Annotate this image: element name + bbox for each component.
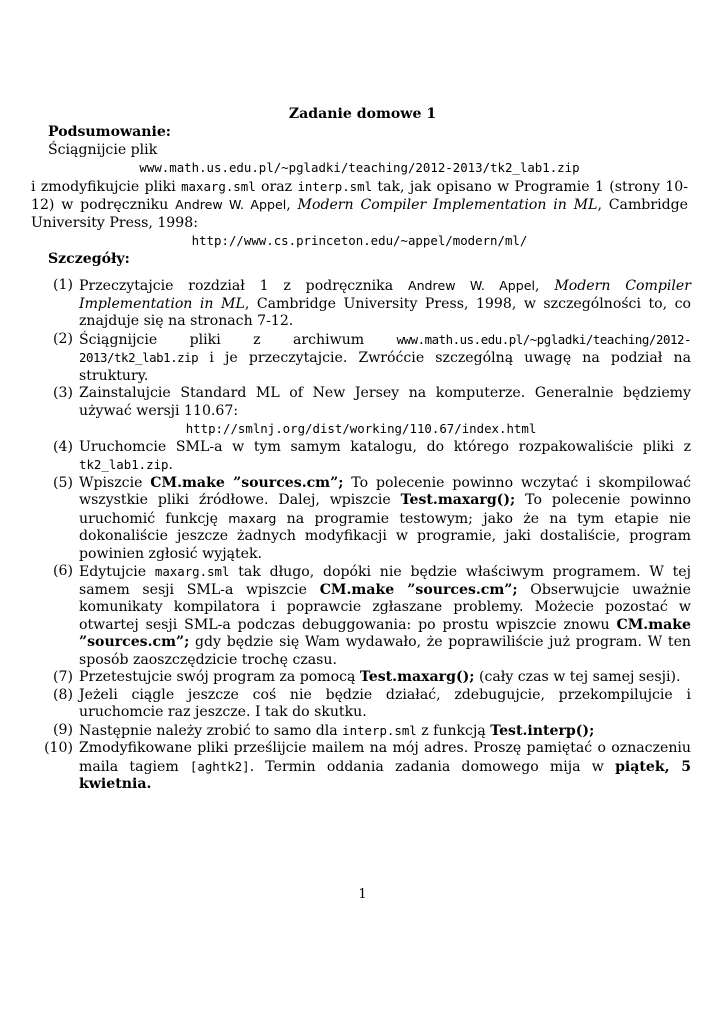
item-text: Uruchomcie SML-a w tym samym katalogu, do którego rozpakowaliście pliki z [79, 438, 691, 455]
book-title: Modern Compiler Implementation in ML [79, 278, 691, 312]
smlnj-url-line [31, 420, 691, 439]
item-text: z funkcją [416, 722, 491, 739]
item-number: (2) [53, 330, 73, 347]
item-number: (3) [53, 385, 73, 401]
archive-url: www.math.us.edu.pl/~pgladki/teaching/2012-2013/tk2_lab1.zip [79, 331, 691, 365]
item-text: . [168, 457, 174, 473]
summary-section [31, 124, 688, 268]
item-text: gdy będzie się Wam wydawało, że poprawiliście już program. W ten sposób zaoszczędzicie trochę czasu. [79, 634, 691, 668]
smlnj-url: http://smlnj.org/dist/working/110.67/index.html [185, 421, 537, 436]
item-number: (1) [53, 277, 73, 293]
item-text: Przetestujcie swój program za pomocą [79, 669, 360, 685]
list-item [31, 722, 691, 741]
modify-text-1: i zmodyfikujcie pliki [31, 178, 182, 195]
modify-text-4: , [286, 197, 298, 213]
author-name: Andrew W. Appel [175, 197, 287, 212]
item-text: . Termin oddania zadania domowego mija w [249, 758, 616, 775]
page-number: 1 [358, 887, 367, 902]
list-item [31, 331, 691, 386]
modify-text-5: , Cambridge University Press, 1998: [31, 197, 688, 231]
item-text: Edytujcie [79, 564, 155, 580]
item-text: To polecenie powinno uruchomić funkcję [79, 492, 691, 527]
book-title: Modern Compiler Implementation in ML [297, 197, 598, 213]
item-text: Wpiszcie [79, 474, 151, 491]
item-text: Jeżeli ciągle jeszcze coś nie będzie działać, zdebugujcie, przekompilujcie i uruchomcie raz jeszcze. I tak do skutku. [79, 686, 691, 720]
book-url-text: http://www.cs.princeton.edu/~appel/modern/ml/ [191, 233, 528, 248]
item-number: (9) [53, 721, 73, 738]
item-text: Następnie należy zrobić to samo dla [79, 722, 343, 739]
command-cm-make: CM.make ”sources.cm”; [150, 474, 344, 491]
item-text: , Cambridge University Press, 1998, w szczególności to, co znajduje się na stronach 7-12. [79, 295, 692, 329]
item-text: tak długo, dopóki nie będzie właściwym programem. W tej samem sesji SML-a wpiszcie [79, 564, 691, 598]
page-title: Zadanie domowe 1 [288, 106, 437, 122]
item-text: To polecenie powinno wczytać i skompilować wszystkie pliki źródłowe. Dalej, wpiszcie [79, 474, 692, 508]
modify-paragraph [31, 178, 688, 233]
file-interp: interp.sml [297, 178, 373, 194]
file-maxarg: maxarg.sml [154, 564, 230, 579]
item-number: (4) [53, 438, 73, 455]
zip-url-text: www.math.us.edu.pl/~pgladki/teaching/2012-2013/tk2_lab1.zip [139, 160, 580, 175]
modify-text-2: oraz [255, 178, 298, 195]
item-number: (10) [44, 740, 73, 756]
command-test-interp: Test.interp(); [490, 722, 595, 739]
item-text: Przeczytajcie rozdział 1 z podręcznika [79, 278, 408, 294]
command-test-maxarg: Test.maxarg(); [359, 669, 475, 685]
item-number: (5) [53, 474, 73, 491]
list-item [31, 740, 691, 794]
item-text: Zainstalujcie Standard ML of New Jersey na komputerze. Generalnie będziemy używać wersji 110.67: [79, 385, 691, 419]
list-item [31, 687, 691, 722]
details-list [31, 277, 691, 794]
file-interp: interp.sml [342, 722, 417, 738]
modify-text-3: tak, jak opisano w Programie 1 (strony 10-12) w podręczniku [31, 178, 689, 213]
zip-url [31, 159, 688, 178]
book-url [31, 232, 688, 251]
item-number: (7) [53, 669, 73, 685]
list-item [31, 475, 691, 564]
item-number: (8) [53, 686, 73, 703]
file-zip: tk2_lab1.zip [79, 457, 169, 472]
command-cm-make: CM.make ”sources.cm”; [79, 616, 691, 650]
list-item [31, 669, 691, 687]
list-item [31, 277, 691, 331]
command-cm-make: CM.make ”sources.cm”; [319, 581, 518, 598]
details-heading: Szczegóły: [48, 250, 130, 267]
item-text: , [535, 278, 555, 294]
summary-heading: Podsumowanie: [48, 124, 172, 140]
list-item [31, 439, 691, 475]
item-text: Zmodyfikowane pliki prześlijcie mailem na mój adres. Proszę pamiętać o oznaczeniu maila tagiem [79, 740, 691, 775]
item-text: Ściągnijcie pliki z archiwum [79, 331, 397, 348]
author-name: Andrew W. Appel [407, 278, 536, 293]
list-item [31, 385, 691, 439]
file-maxarg: maxarg.sml [181, 178, 256, 194]
item-text: (cały czas w tej samej sesji). [474, 669, 681, 685]
list-item [31, 563, 691, 669]
mail-tag: [aghtk2] [189, 758, 250, 774]
command-test-maxarg: Test.maxarg(); [400, 492, 516, 508]
download-line: Ściągnijcie plik [48, 141, 158, 158]
item-text: Obserwujcie uważnie komunikaty kompilatora i poprawcie zgłaszane problemy. Możecie pozostać w otwartej sesji SML-a podczas debuggowania: po prostu wpiszcie znowu [79, 581, 691, 633]
item-text: na programie testowym; jako że na tym etapie nie dokonaliście jeszcze żadnych modyfikacji w programie, jaki dostaliście, program powinien zgłosić wyjątek. [79, 510, 691, 562]
item-text: i je przeczytajcie. Zwróćcie szczególną uwagę na podział na struktury. [79, 350, 691, 384]
item-number: (6) [53, 563, 73, 579]
deadline: piątek, 5 kwietnia. [79, 758, 691, 792]
function-name: maxarg [228, 510, 277, 526]
